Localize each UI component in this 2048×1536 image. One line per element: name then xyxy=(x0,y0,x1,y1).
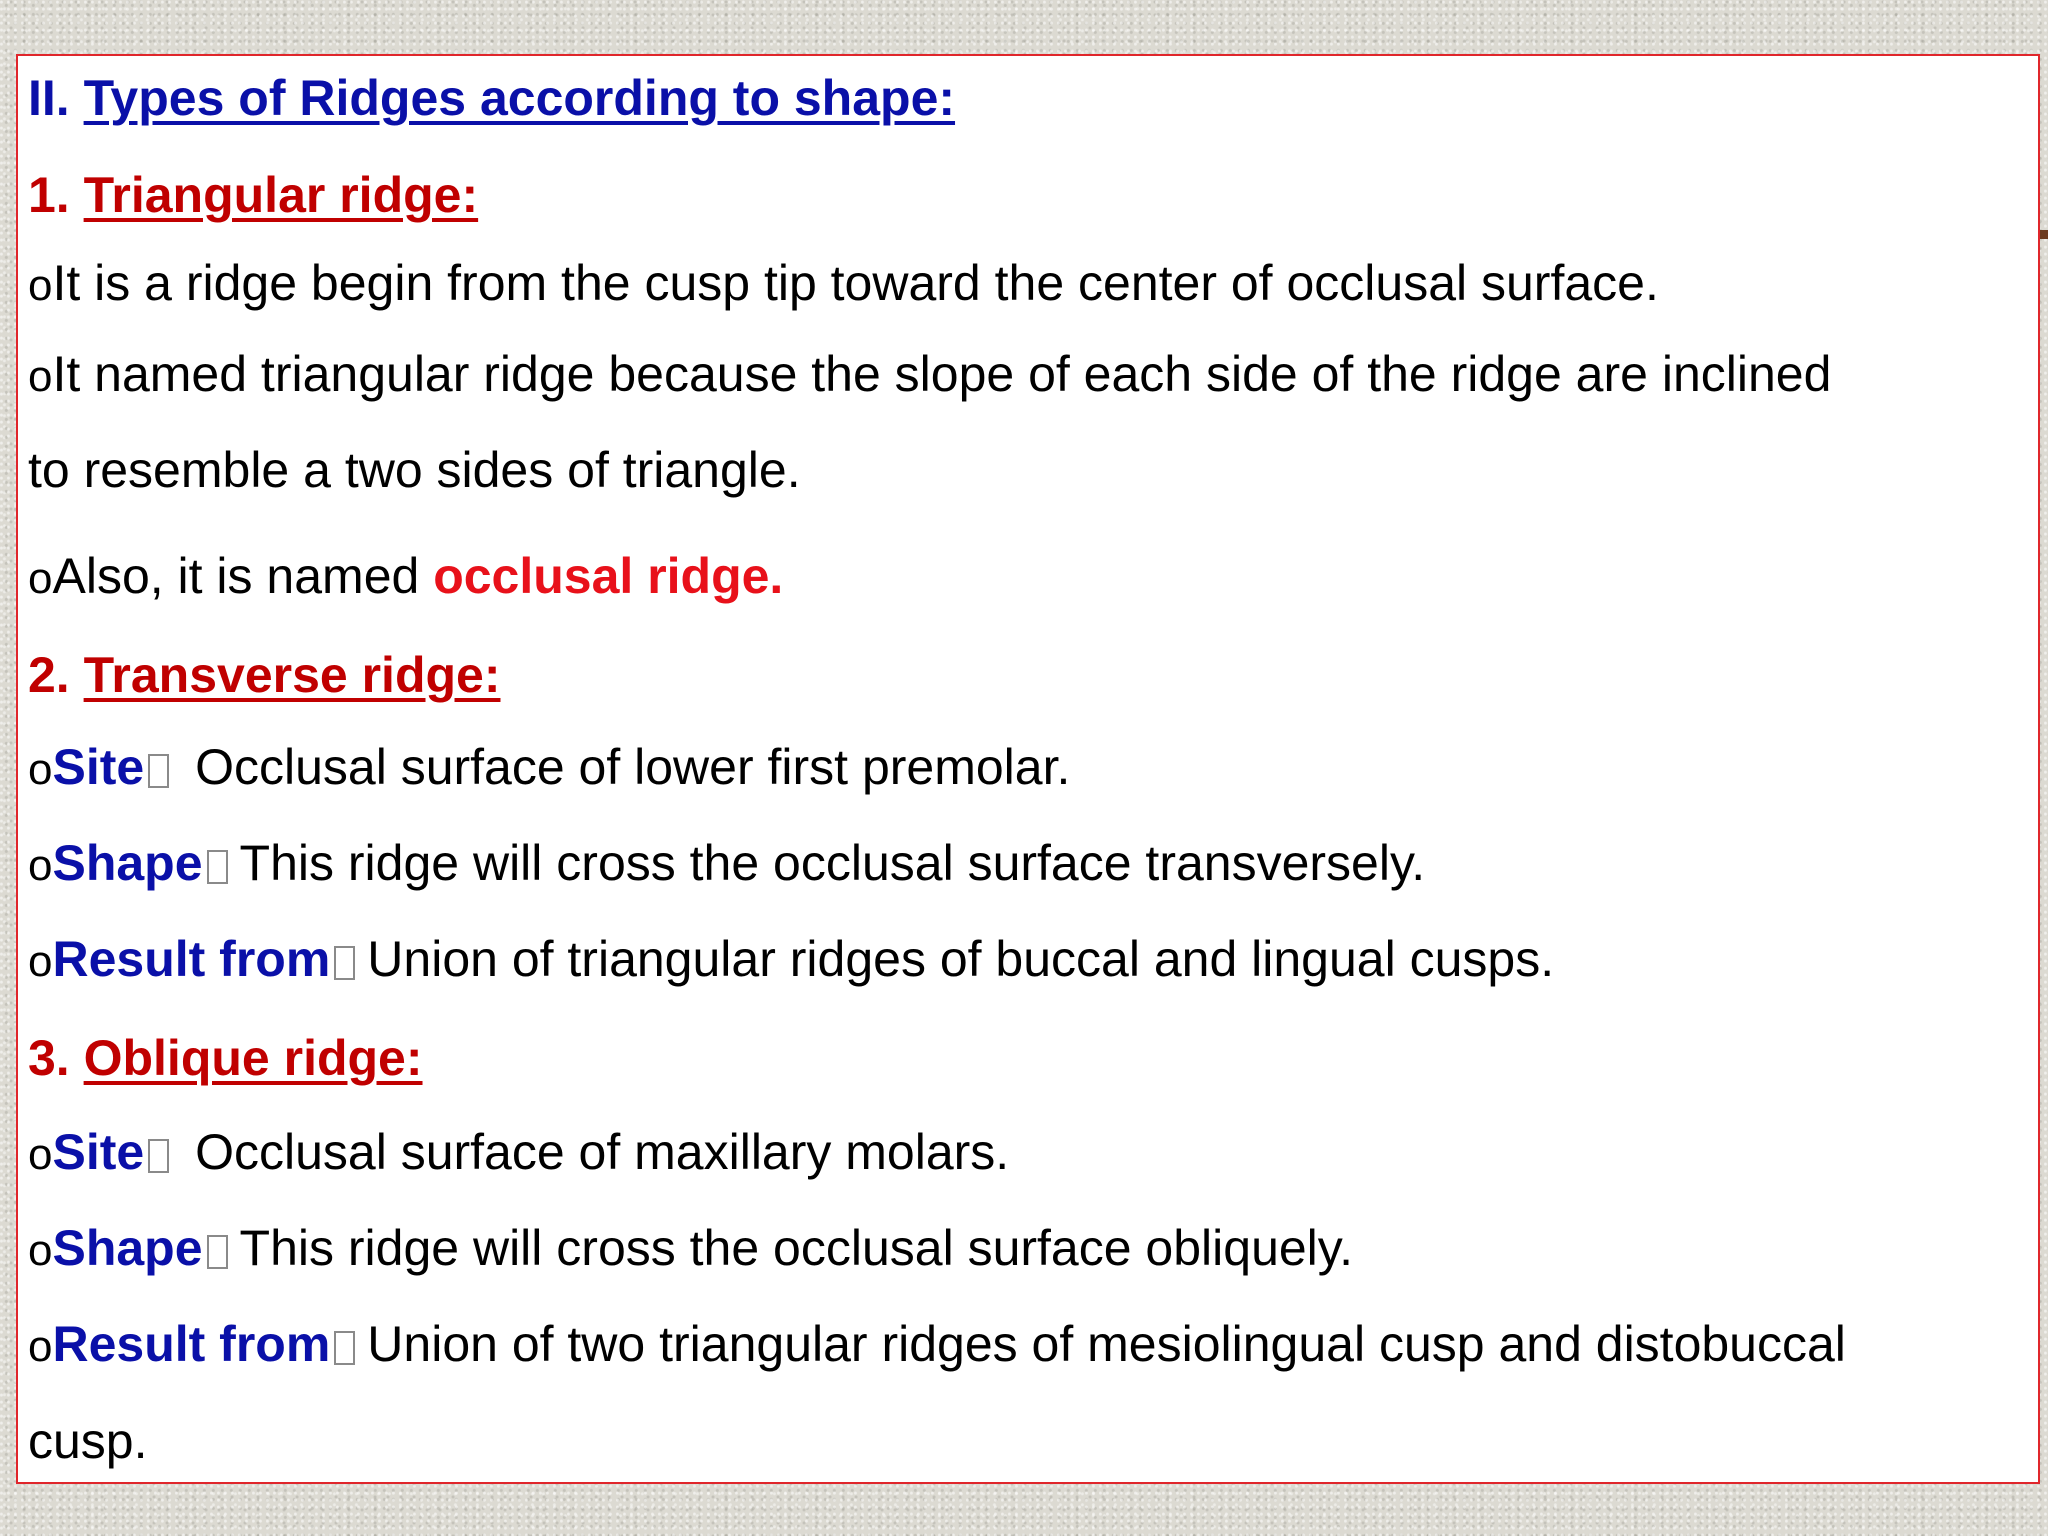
section-title: Types of Ridges according to shape: xyxy=(83,70,956,126)
bullet-icon: o xyxy=(28,554,53,603)
ridge-3-title: Oblique ridge: xyxy=(83,1030,423,1086)
result-label: Result from xyxy=(52,1316,331,1372)
ridge-2-shape xyxy=(28,833,2030,896)
ridge-1-bullet-1-text: It is a ridge begin from the cusp tip toward the center of occlusal surface. xyxy=(52,255,1659,311)
missing-glyph-icon xyxy=(207,850,228,884)
bullet-icon: o xyxy=(28,352,53,401)
ridge-1-number: 1. xyxy=(28,167,70,223)
section-number: II. xyxy=(28,70,70,126)
ridge-3-number: 3. xyxy=(28,1030,70,1086)
bullet-icon: o xyxy=(28,261,53,310)
ridge-3-result xyxy=(28,1314,2030,1377)
missing-glyph-icon xyxy=(334,1331,355,1365)
ridge-1-bullet-3 xyxy=(28,546,2030,609)
bullet-icon: o xyxy=(28,937,53,986)
shape-label: Shape xyxy=(52,835,203,891)
occlusal-ridge-highlight: occlusal ridge. xyxy=(433,548,784,604)
ridge-1-heading xyxy=(28,165,2030,225)
bullet-icon: o xyxy=(28,1322,53,1371)
site-text: Occlusal surface of maxillary molars. xyxy=(181,1124,1010,1180)
slide-frame xyxy=(16,54,2040,1484)
ridge-2-result xyxy=(28,929,2030,992)
missing-glyph-icon xyxy=(148,1139,169,1173)
ridge-3-site xyxy=(28,1122,2030,1185)
bullet-icon: o xyxy=(28,1130,53,1179)
result-label: Result from xyxy=(52,931,331,987)
bullet-icon: o xyxy=(28,841,53,890)
site-label: Site xyxy=(52,739,145,795)
shape-text: This ridge will cross the occlusal surface obliquely. xyxy=(239,1220,1353,1276)
ridge-1-bullet-2 xyxy=(28,344,2030,407)
ridge-3-shape xyxy=(28,1218,2030,1281)
ridge-2-number: 2. xyxy=(28,647,70,703)
bullet-icon: o xyxy=(28,1226,53,1275)
missing-glyph-icon xyxy=(207,1235,228,1269)
ridge-1-bullet-3-text: Also, it is named xyxy=(52,548,434,604)
ridge-1-bullet-1 xyxy=(28,253,2030,316)
missing-glyph-icon xyxy=(334,946,355,980)
missing-glyph-icon xyxy=(148,754,169,788)
ridge-3-heading xyxy=(28,1028,2030,1088)
shape-label: Shape xyxy=(52,1220,203,1276)
shape-text: This ridge will cross the occlusal surface transversely. xyxy=(239,835,1426,891)
ridge-1-bullet-2-text: It named triangular ridge because the slope of each side of the ridge are inclined xyxy=(52,346,1832,402)
edge-marker xyxy=(2040,230,2048,239)
result-text: Union of triangular ridges of buccal and lingual cusps. xyxy=(367,931,1555,987)
site-label: Site xyxy=(52,1124,145,1180)
bullet-icon: o xyxy=(28,745,53,794)
ridge-2-site xyxy=(28,737,2030,800)
ridge-2-heading xyxy=(28,645,2030,705)
ridge-3-result-continuation: cusp. xyxy=(28,1413,148,1469)
ridge-1-bullet-2-continuation: to resemble a two sides of triangle. xyxy=(28,442,801,498)
ridge-1-title: Triangular ridge: xyxy=(83,167,479,223)
ridge-2-title: Transverse ridge: xyxy=(83,647,501,703)
result-text: Union of two triangular ridges of mesiolingual cusp and distobuccal xyxy=(367,1316,1846,1372)
section-heading xyxy=(28,68,2030,128)
site-text: Occlusal surface of lower first premolar. xyxy=(181,739,1071,795)
